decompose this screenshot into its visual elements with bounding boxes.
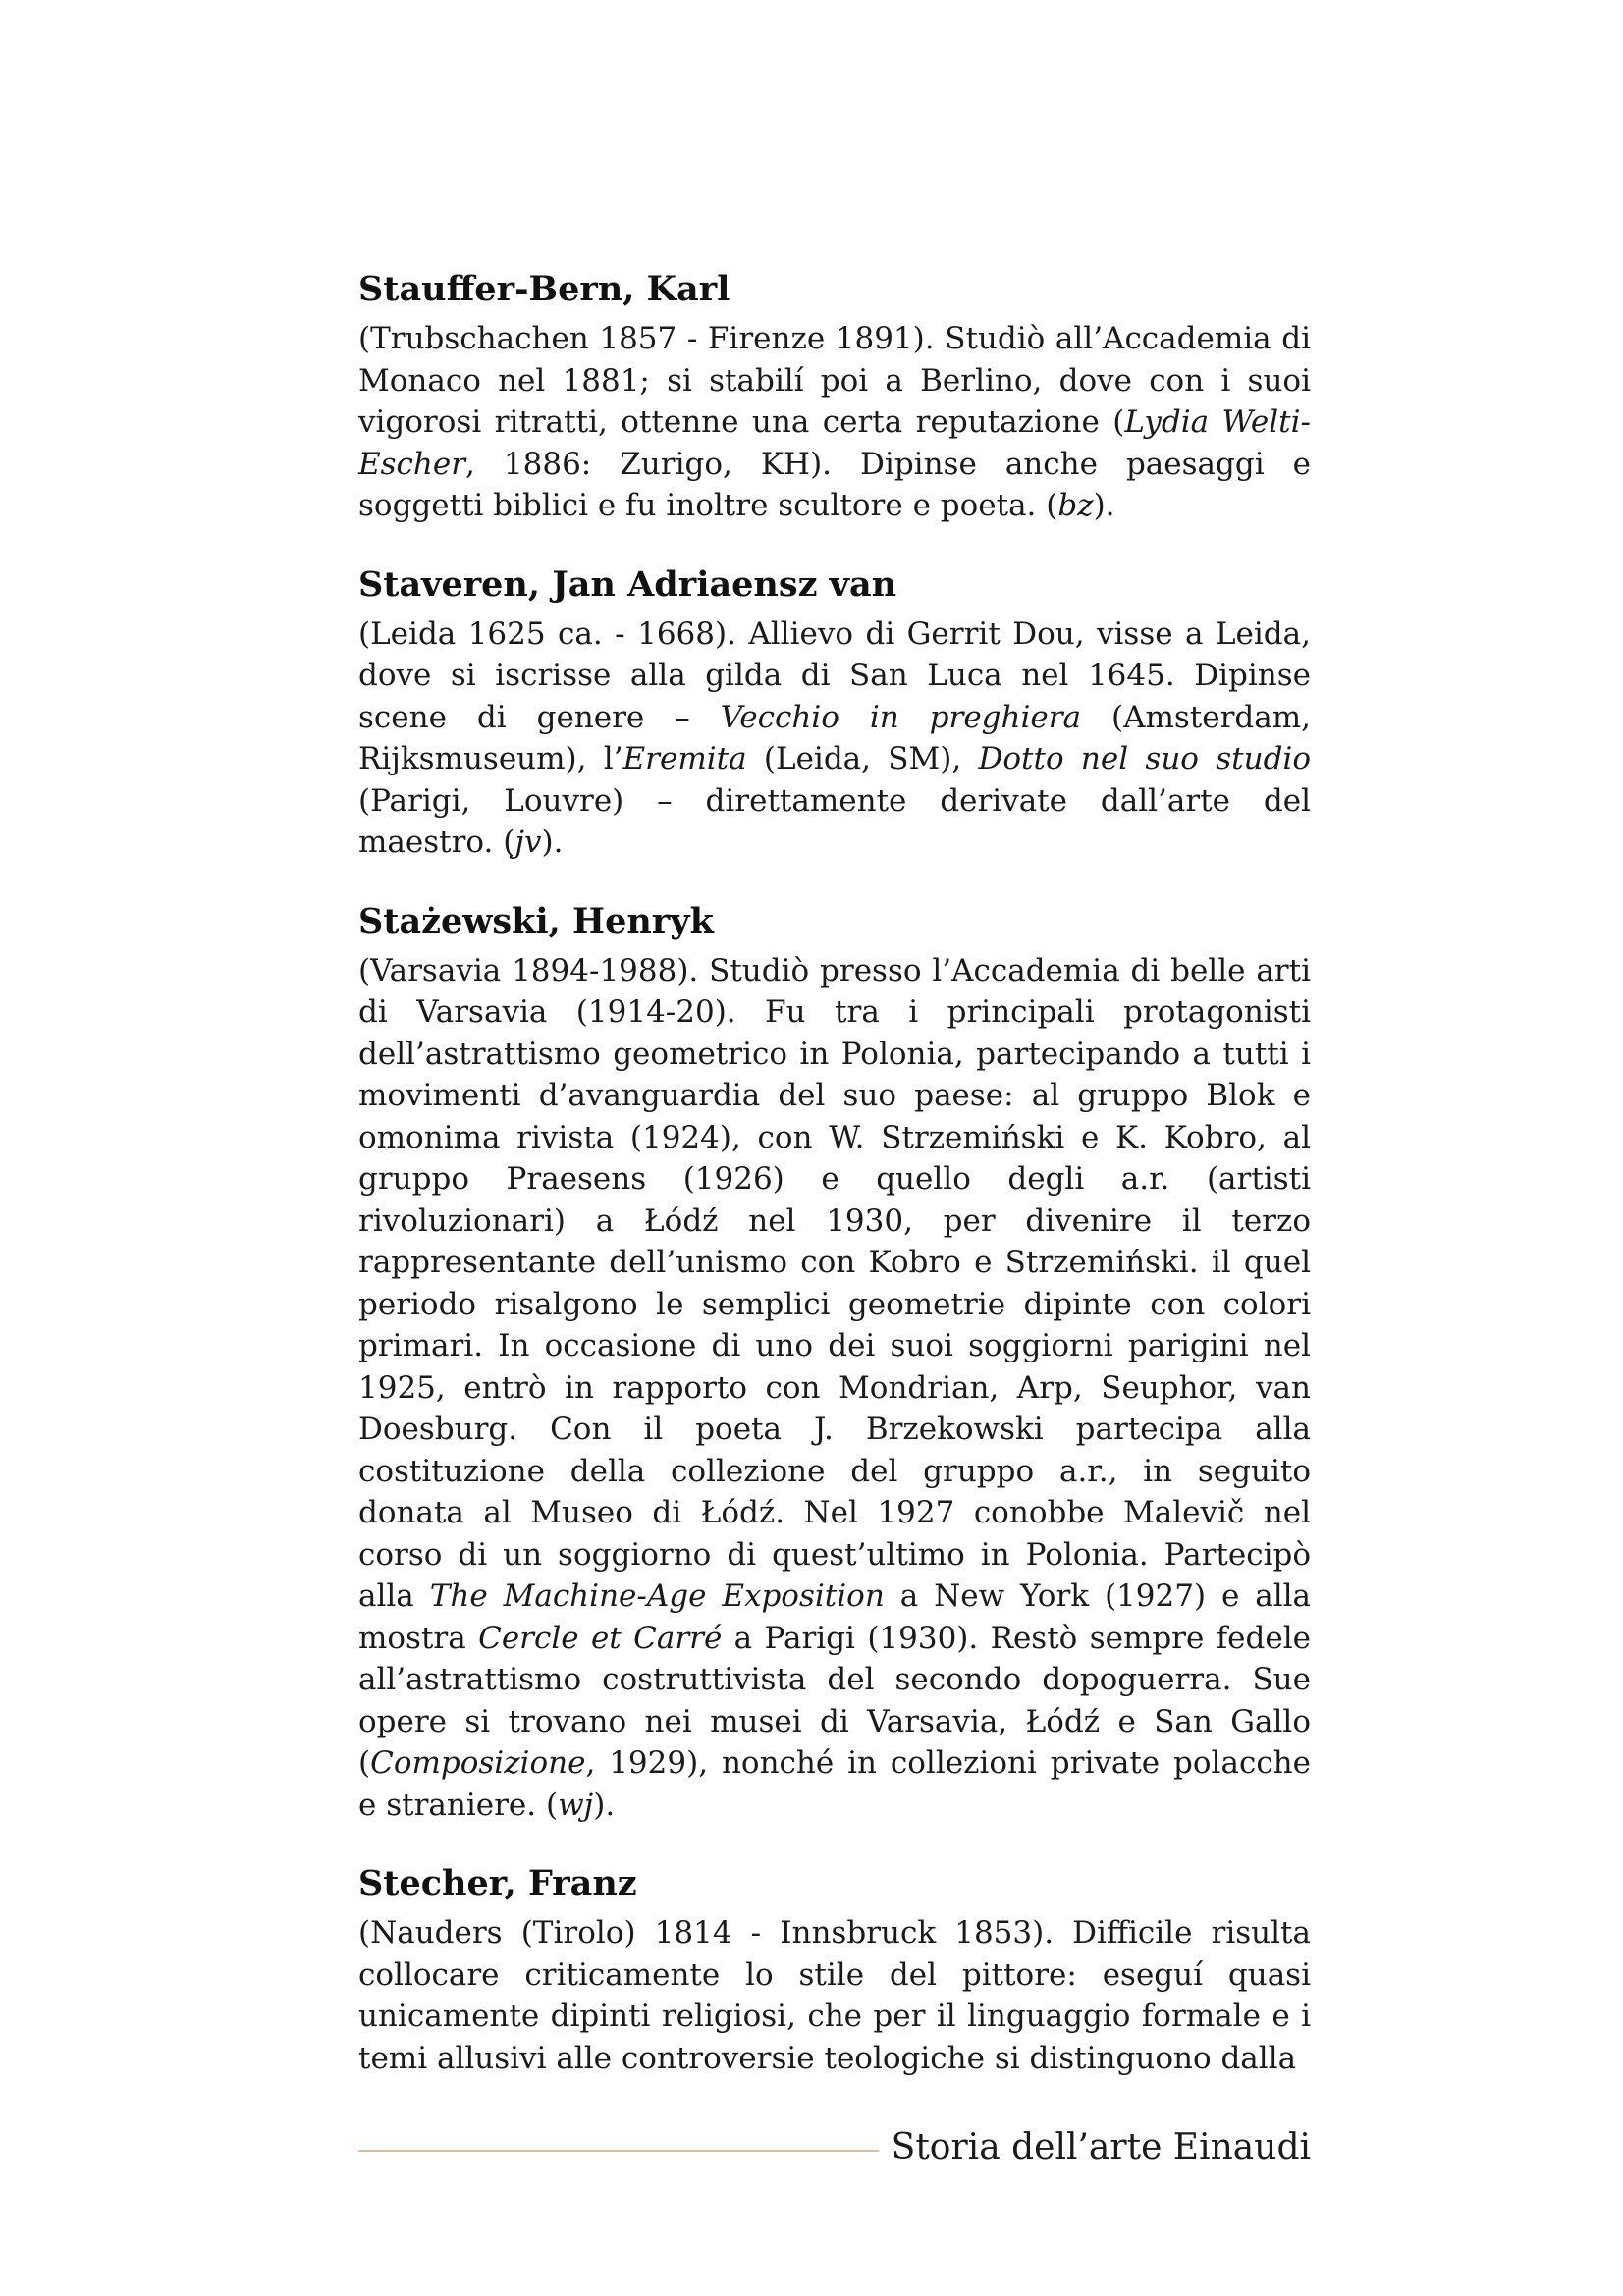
body-text: (Leida, SM), [746,741,979,776]
body-text: (Trubschachen 1857 - Firenze 1891). Studiò all’Accademia di Monaco nel 1881; si stabilí poi a Berlino, dove con i suoi vigorosi ritratti, ottenne una certa reputazione ( [358,321,1311,440]
body-text: (Varsavia 1894-1988). Studiò presso l’Accademia di belle arti di Varsavia (1914-20). Fu tra i principali protagonisti dell’astrattismo geometrico in Polonia, partecipando a tutti i movimenti d’avanguardia del suo paese: al gruppo Blok e omonima rivista (1924), con W. Strzemiński e K. Kobro, al gruppo Praesens (1926) e quello degli a.r. (artisti rivoluzionari) a Łódź nel 1930, per divenire il terzo rappresentante dell’unismo con Kobro e Strzemiński. il quel periodo risalgono le semplici geometrie dipinte con colori primari. In occasione di uno dei suoi soggiorni parigini nel 1925, entrò in rapporto con Mondrian, Arp, Seuphor, van Doesburg. Con il poeta J. Brzekowski partecipa alla costituzione della collezione del gruppo a.r., in seguito donata al Museo di Łódź. Nel 1927 conobbe Malevič nel corso di un soggiorno di quest’ultimo in Polonia. Partecipò alla [358,952,1311,1614]
body-text: (Nauders (Tirolo) 1814 - Innsbruck 1853). Difficile risulta collocare criticamente lo stile del pittore: eseguí quasi unicamente dipinti religiosi, che per il linguaggio formale e i temi allusivi alle controversie teologiche si distinguono dalla [358,1915,1311,2076]
body-text: ). [1093,488,1115,523]
entry-body [358,614,1311,864]
italic-text: Dotto nel suo studio [978,741,1311,776]
entry-stecher [358,1861,1311,2079]
page-footer [358,2120,1311,2179]
italic-text: bz [1057,488,1094,523]
entry-body [358,950,1311,1827]
entry-body [358,318,1311,527]
italic-text: Eremita [622,741,747,776]
body-text: ). [541,825,564,860]
body-text: (Leida 1625 ca. - 1668). Allievo di Gerrit Dou, visse a Leida, dove si iscrisse alla gilda di San Luca nel 1645. Dipinse scene di genere – [358,615,1311,735]
italic-text: Cercle et Carré [478,1620,723,1656]
footer-rule [358,2150,879,2152]
italic-text: Lydia Welti-Escher [358,404,1311,482]
body-text: (Amsterdam, Rijksmuseum), l’ [358,699,1311,776]
italic-text: Vecchio in preghiera [720,699,1082,735]
body-text: , 1886: Zurigo, KH). Dipinse anche paesaggi e soggetti biblici e fu inoltre scultore e poeta. ( [358,446,1311,523]
body-text: ). [593,1787,616,1823]
body-text: , 1929), nonché in collezioni private polacche e straniere. ( [358,1745,1311,1823]
entry-body [358,1912,1311,2079]
italic-text: wj [558,1787,594,1823]
document-page [358,267,1311,2114]
body-text: (Parigi, Louvre) – direttamente derivate dall’arte del maestro. ( [358,782,1311,860]
entry-stazewski [358,899,1311,1827]
italic-text: Composizione [370,1745,586,1781]
entry-heading: Stauffer-Bern, Karl [358,269,730,309]
body-text: a New York (1927) e alla mostra [358,1578,1311,1656]
italic-text: jv [514,825,542,860]
entry-heading: Staveren, Jan Adriaensz van [358,563,897,605]
italic-text: The Machine-Age Exposition [429,1578,885,1614]
entry-staveren [358,562,1311,864]
entry-stauffer-bern [358,267,1311,527]
entry-heading: Stecher, Franz [358,1863,637,1903]
entry-heading: Stażewski, Henryk [358,900,714,941]
body-text: a Parigi (1930). Restò sempre fedele all’astrattismo costruttivista del secondo dopoguerra. Sue opere si trovano nei musei di Varsavia, Łódź e San Gallo ( [358,1620,1311,1781]
footer-publisher: Storia dell’arte Einaudi [891,2127,1311,2167]
